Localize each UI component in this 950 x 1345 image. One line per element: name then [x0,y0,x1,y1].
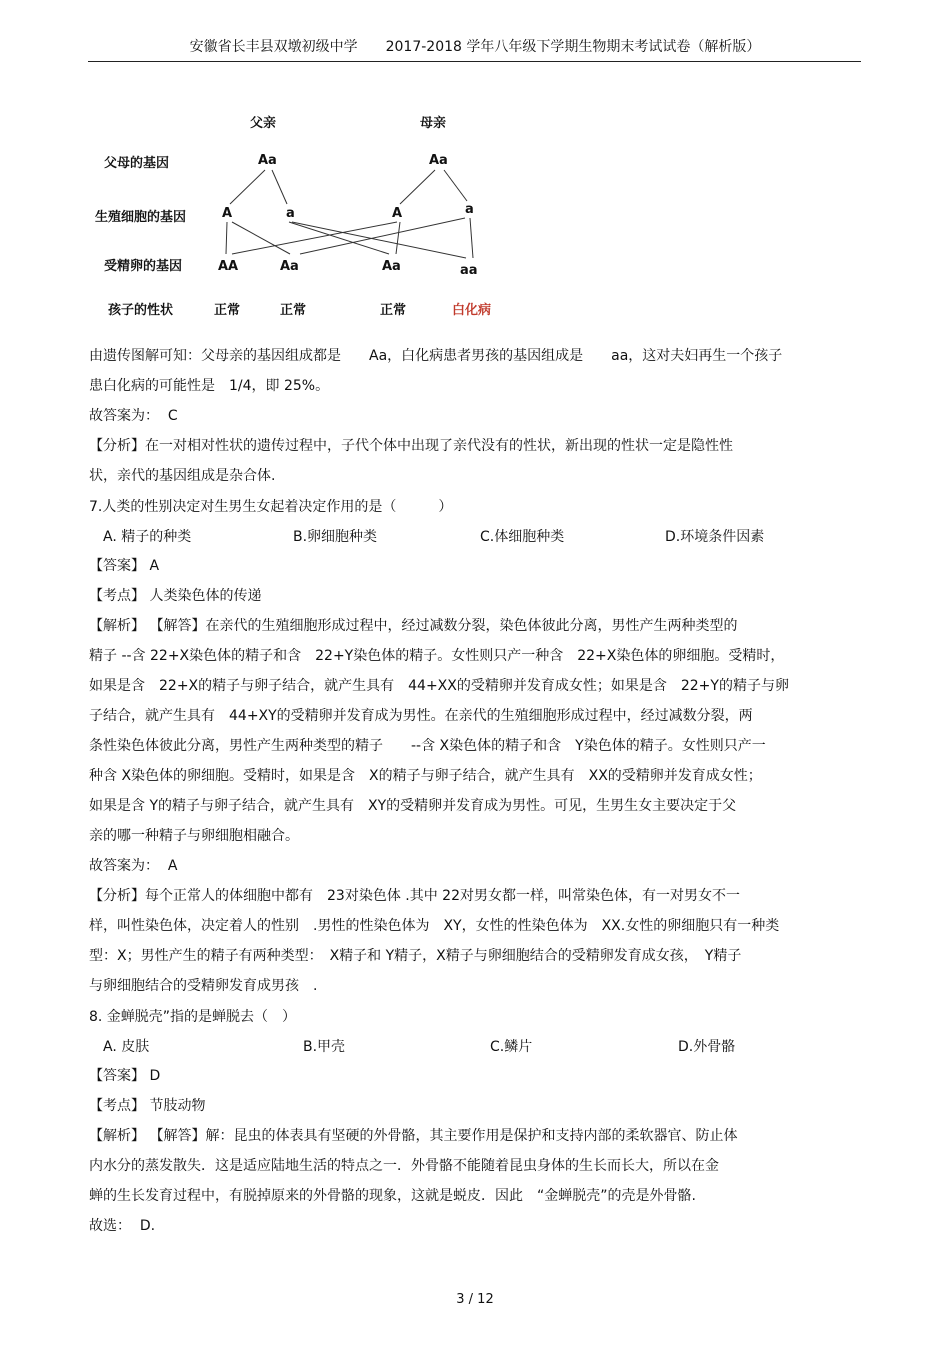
answer-label: 【答案】 A [89,558,160,574]
text-line: 蝉的生长发育过程中，有脱掉原来的外骨骼的现象，这就是蜕皮．因此 “金蝉脱壳”的壳是外骨骼. [89,1188,696,1204]
q8-option-a: A. 皮肤 [103,1039,150,1055]
zygote-genotype: Aa [280,259,299,274]
text-line: 如果是含 22+X的精子与卵子结合，就产生具有 44+XX的受精卵并发育成女性；如果是含 22+Y的精子与卵 [89,678,789,694]
germ-cell: a [465,202,474,217]
germ-cell: A [392,206,403,221]
answer-label: 【答案】 D [89,1068,161,1084]
row-label-child-traits: 孩子的性状 [108,303,174,318]
text-line: 故答案为： C [89,408,178,424]
text-line: 【解析】 【解答】在亲代的生殖细胞形成过程中，经过减数分裂，染色体彼此分离，男性产生两种类型的 [89,618,738,634]
child-trait: 正常 [380,303,407,318]
row-label-germ-cell-genes: 生殖细胞的基因 [95,210,187,225]
header-rule [88,61,861,62]
text-line: 样，叫性染色体，决定着人的性别 .男性的性染色体为 XY，女性的性染色体为 XX.女性的卵细胞只有一种类 [89,918,780,934]
child-trait-albino: 白化病 [452,303,492,318]
text-line: 子结合，就产生具有 44+XY的受精卵并发育成为男性。在亲代的生殖细胞形成过程中，经过减数分裂，两 [89,708,753,724]
row-label-parent-genes: 父母的基因 [104,156,170,171]
text-line: 状，亲代的基因组成是杂合体. [89,468,276,484]
father-label: 父亲 [250,116,277,131]
genetic-cross-diagram [80,100,520,330]
row-label-zygote-genes: 受精卵的基因 [104,259,183,274]
q7-option-a: A. 精子的种类 [103,529,192,545]
q8-option-d: D.外骨骼 [678,1039,736,1055]
mother-genotype: Aa [429,153,448,168]
q8-option-c: C.鳞片 [490,1039,533,1055]
text-line: 故选： D. [89,1218,156,1234]
child-trait: 正常 [280,303,307,318]
question-7: 7.人类的性别决定对生男生女起着决定作用的是（ ） [89,499,453,515]
germ-cell: A [222,206,233,221]
page-header: 安徽省长丰县双墩初级中学 2017-2018 学年八年级下学期生物期末考试试卷（解析版） [189,39,761,55]
text-line: 内水分的蒸发散失．这是适应陆地生活的特点之一．外骨骼不能随着昆虫身体的生长而长大，所以在金 [89,1158,719,1174]
text-line: 由遗传图解可知：父母亲的基因组成都是 Aa，白化病患者男孩的基因组成是 aa，这对夫妇再生一个孩子 [89,348,783,364]
text-line: 如果是含 Y的精子与卵子结合，就产生具有 XY的受精卵并发育成为男性。可见，生男生女主要决定于父 [89,798,737,814]
text-line: 故答案为： A [89,858,178,874]
topic-label: 【考点】 节肢动物 [89,1098,206,1114]
text-line: 精子 --含 22+X染色体的精子和含 22+Y染色体的精子。女性则只产一种含 22+X染色体的卵细胞。受精时， [89,648,785,664]
zygote-genotype: Aa [382,259,401,274]
child-trait: 正常 [214,303,241,318]
text-line: 【分析】每个正常人的体细胞中都有 23对染色体 .其中 22对男女都一样，叫常染色体，有一对男女不一 [89,888,740,904]
text-line: 患白化病的可能性是 1/4，即 25%。 [89,378,330,394]
text-line: 【解析】 【解答】解：昆虫的体表具有坚硬的外骨骼，其主要作用是保护和支持内部的柔软器官、防止体 [89,1128,738,1144]
zygote-genotype: aa [460,263,478,278]
text-line: 与卵细胞结合的受精卵发育成男孩 . [89,978,318,994]
page-number: 3 / 12 [456,1292,494,1307]
text-line: 种含 X染色体的卵细胞。受精时，如果是含 X的精子与卵子结合，就产生具有 XX的受精卵并发育成女性； [89,768,762,784]
zygote-genotype: AA [218,259,239,274]
topic-label: 【考点】 人类染色体的传递 [89,588,262,604]
q7-option-c: C.体细胞种类 [480,529,565,545]
q8-option-b: B.甲壳 [303,1039,346,1055]
text-line: 条性染色体彼此分离，男性产生两种类型的精子 --含 X染色体的精子和含 Y染色体的精子。女性则只产一 [89,738,766,754]
text-line: 【分析】在一对相对性状的遗传过程中，子代个体中出现了亲代没有的性状，新出现的性状一定是隐性性 [89,438,733,454]
father-genotype: Aa [258,153,277,168]
q7-option-b: B.卵细胞种类 [293,529,378,545]
mother-label: 母亲 [420,116,447,131]
q7-option-d: D.环境条件因素 [665,529,765,545]
germ-cell: a [286,206,295,221]
text-line: 亲的哪一种精子与卵细胞相融合。 [89,828,299,844]
text-line: 型：X；男性产生的精子有两种类型： X精子和 Y精子，X精子与卵细胞结合的受精卵发育成女孩， Y精子 [89,948,742,964]
question-8: 8. 金蝉脱壳”指的是蝉脱去（ ） [89,1009,297,1025]
